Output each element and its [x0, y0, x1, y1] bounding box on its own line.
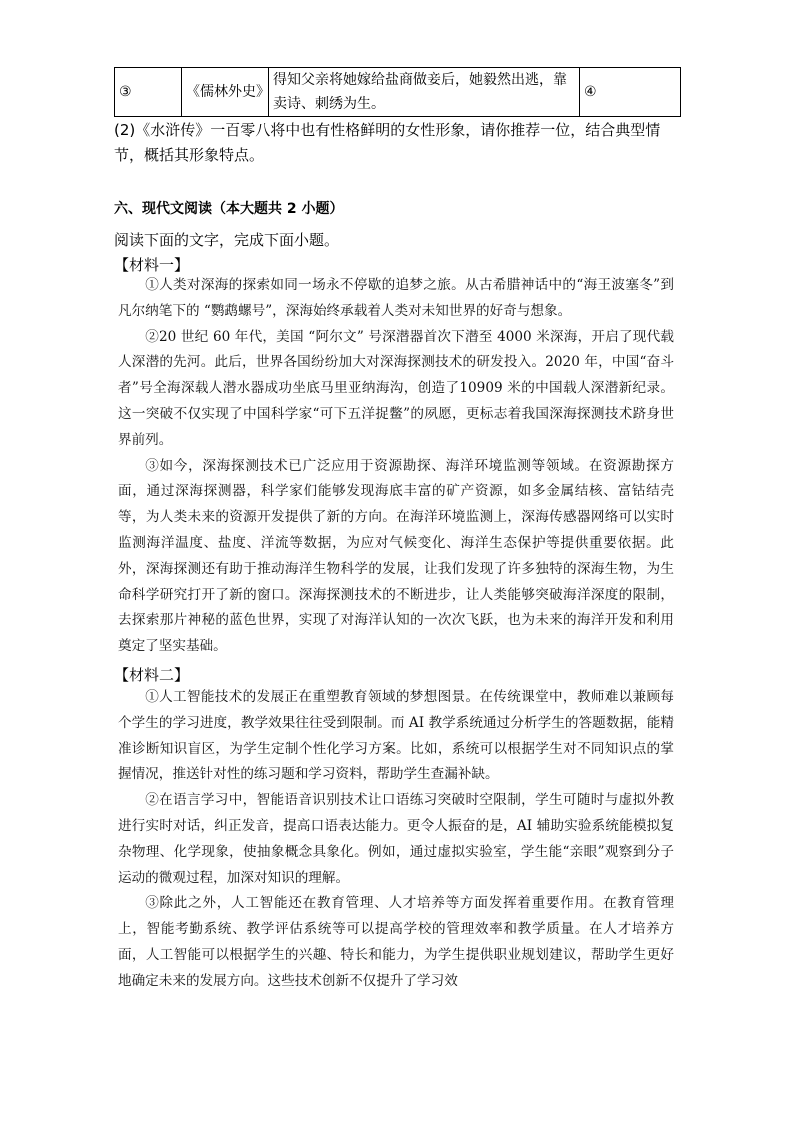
paragraph: ②在语言学习中，智能语音识别技术让口语练习突破时空限制，学生可随时与虚拟外教进行实时对话，纠正发音，提高口语表达能力。更令人振奋的是，AI 辅助实验系统能模拟复杂物理、化学现象，使抽象概念具象化。例如，通过虚拟实验室，学生能“亲眼”观察到分子运动的微观过程，加深对知识的理解。: [118, 792, 674, 886]
paragraph: ③如今，深海探测技术已广泛应用于资源勘探、海洋环境监测等领域。在资源勘探方面，通过深海探测器，科学家们能够发现海底丰富的矿产资源，如多金属结核、富钴结壳等，为人类未来的资源开发提供了新的方向。在海洋环境监测上，深海传感器网络可以实时监测海洋温度、盐度、洋流等数据，为应对气候变化、海洋生态保护等提供重要依据。此外，深海探测还有助于推动海洋生物科学的发展，让我们发现了许多独特的深海生物，为生命科学研究打开了新的窗口。深海探测技术的不断进步，让人类能够突破海洋深度的限制，去探索那片神秘的蓝色世界，实现了对海洋认知的一次次飞跃，也为未来的海洋开发和利用奠定了坚实基础。: [118, 457, 674, 655]
paragraph: ①人类对深海的探索如同一场永不停歇的追梦之旅。从古希腊神话中的“海王波塞冬”到凡尔纳笔下的 “鹦鹉螺号”，深海始终承载着人类对未知世界的好奇与想象。: [118, 277, 674, 319]
table-cell-answer: ④: [580, 68, 681, 117]
table-cell-book: 《儒林外史》: [182, 68, 269, 117]
material-one-label: 【材料一】: [114, 256, 190, 274]
table-cell-description: 得知父亲将她嫁给盐商做妾后，她毅然出逃，靠卖诗、刺绣为生。: [269, 68, 580, 117]
paragraph: ②20 世纪 60 年代，美国 “阿尔文” 号深潜器首次下潜至 4000 米深海，开启了现代载人深潜的先河。此后，世界各国纷纷加大对深海探测技术的研发投入。2020 年，中国“奋斗者”号全海深载人潜水器成功坐底马里亚纳海沟，创造了10909 米的中国载人深潜新纪录。这一突破不仅实现了中国科学家“可下五洋捉鳖”的夙愿，更标志着我国深海探测技术跻身世界前列。: [118, 328, 674, 448]
paragraph: ①人工智能技术的发展正在重塑教育领域的梦想图景。在传统课堂中，教师难以兼顾每个学生的学习进度，教学效果往往受到限制。而 AI 教学系统通过分析学生的答题数据，能精准诊断知识盲区，为学生定制个性化学习方案。比如，系统可以根据学生对不同知识点的掌握情况，推送针对性的练习题和学习资料，帮助学生查漏补缺。: [118, 689, 674, 783]
reading-instruction: 阅读下面的文字，完成下面小题。: [114, 231, 340, 249]
book-character-table: [114, 67, 681, 117]
material-two-label: 【材料二】: [114, 666, 190, 684]
question-2: (2)《水浒传》一百零八将中也有性格鲜明的女性形象，请你推荐一位，结合典型情节，概括其形象特点。: [114, 121, 661, 164]
table-cell-number: ③: [115, 68, 182, 117]
material-two-passage: [118, 685, 674, 995]
material-one-passage: [118, 273, 674, 660]
section-title: 六、现代文阅读（本大题共 2 小题）: [114, 201, 344, 217]
paragraph: ③除此之外，人工智能还在教育管理、人才培养等方面发挥着重要作用。在教育管理上，智能考勤系统、教学评估系统等可以提高学校的管理效率和教学质量。在人才培养方面，人工智能可以根据学生的兴趣、特长和能力，为学生提供职业规划建议，帮助学生更好地确定未来的发展方向。这些技术创新不仅提升了学习效: [118, 895, 674, 989]
table-row: [115, 68, 681, 117]
